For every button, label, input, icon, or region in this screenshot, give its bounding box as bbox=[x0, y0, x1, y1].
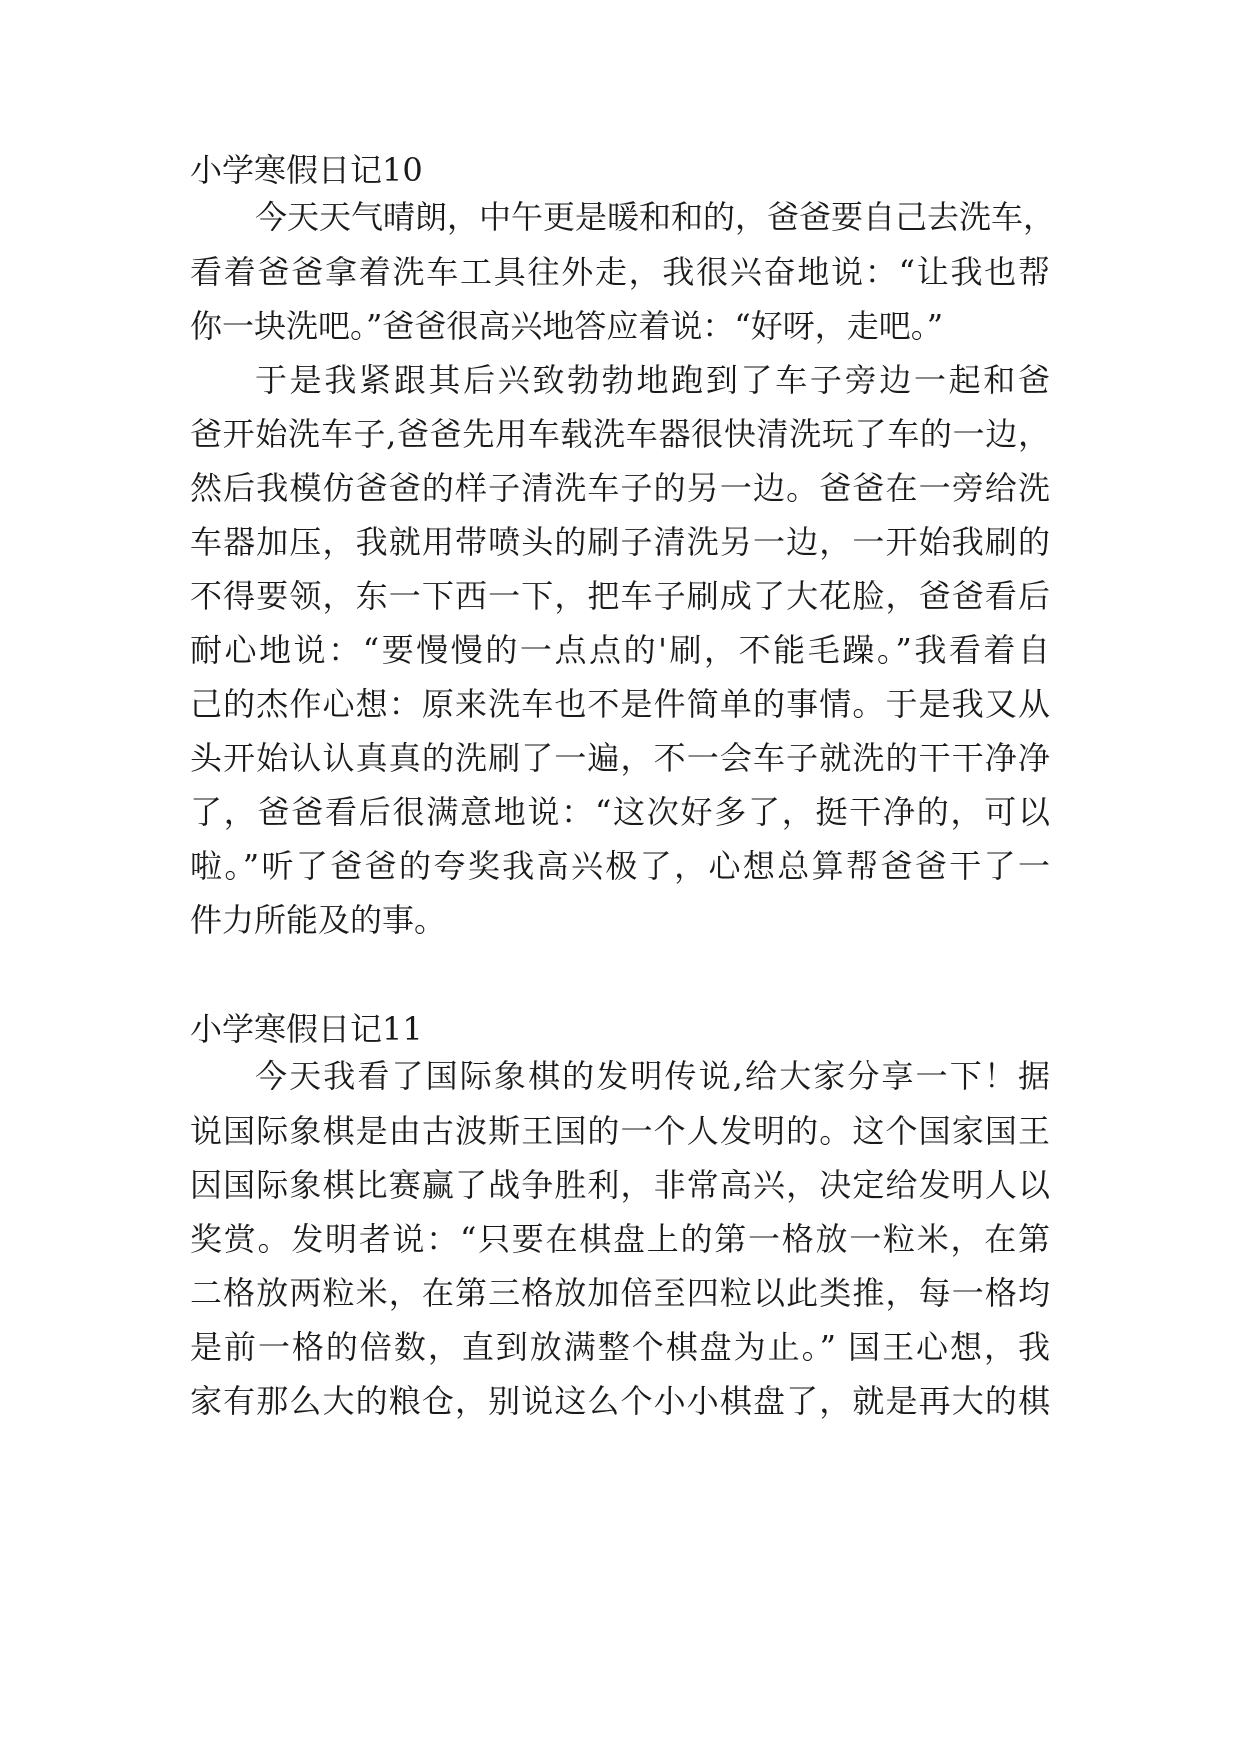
paragraph-line: 你一块洗吧。”爸爸很高兴地答应着说：“好呀，走吧。” bbox=[190, 307, 944, 345]
paragraph-line: 然后我模仿爸爸的样子清洗车子的另一边。爸爸在一旁给洗 bbox=[190, 469, 1050, 507]
paragraph-line: 于是我紧跟其后兴致勃勃地跑到了车子旁边一起和爸 bbox=[255, 361, 1050, 399]
paragraph-line: 今天天气晴朗，中午更是暖和和的，爸爸要自己去洗车， bbox=[255, 198, 1056, 236]
paragraph-line: 奖赏。发明者说：“只要在棋盘上的第一格放一粒米，在第 bbox=[190, 1220, 1050, 1258]
paragraph-line: 二格放两粒米，在第三格放加倍至四粒以此类推，每一格均 bbox=[190, 1274, 1050, 1312]
entry-title: 小学寒假日记10 bbox=[190, 151, 423, 189]
paragraph-line: 说国际象棋是由古波斯王国的一个人发明的。这个国家国王 bbox=[190, 1112, 1050, 1150]
paragraph-line: 啦。”听了爸爸的夸奖我高兴极了，心想总算帮爸爸干了一 bbox=[190, 847, 1050, 885]
paragraph-line: 件力所能及的事。 bbox=[190, 901, 447, 939]
paragraph-line: 因国际象棋比赛赢了战争胜利，非常高兴，决定给发明人以 bbox=[190, 1166, 1050, 1204]
paragraph-line: 看着爸爸拿着洗车工具往外走，我很兴奋地说：“让我也帮 bbox=[190, 253, 1050, 291]
paragraph-line: 头开始认认真真的洗刷了一遍，不一会车子就洗的干干净净 bbox=[190, 739, 1050, 777]
paragraph-line: 今天我看了国际象棋的发明传说,给大家分享一下！据 bbox=[255, 1057, 1050, 1095]
paragraph-line: 家有那么大的粮仓，别说这么个小小棋盘了，就是再大的棋 bbox=[190, 1382, 1050, 1420]
paragraph-line: 爸开始洗车子,爸爸先用车载洗车器很快清洗玩了车的一边， bbox=[190, 415, 1050, 453]
paragraph-line: 己的杰作心想：原来洗车也不是件简单的事情。于是我又从 bbox=[190, 685, 1050, 723]
entry-title: 小学寒假日记11 bbox=[190, 1010, 423, 1048]
paragraph-line: 了，爸爸看后很满意地说：“这次好多了，挺干净的，可以 bbox=[190, 793, 1050, 831]
paragraph-line: 车器加压，我就用带喷头的刷子清洗另一边，一开始我刷的 bbox=[190, 523, 1050, 561]
paragraph-line: 不得要领，东一下西一下，把车子刷成了大花脸，爸爸看后 bbox=[190, 577, 1050, 615]
paragraph-line: 耐心地说：“要慢慢的一点点的'刷，不能毛躁。”我看着自 bbox=[190, 631, 1050, 669]
paragraph-line: 是前一格的倍数，直到放满整个棋盘为止。” 国王心想，我 bbox=[190, 1328, 1050, 1366]
